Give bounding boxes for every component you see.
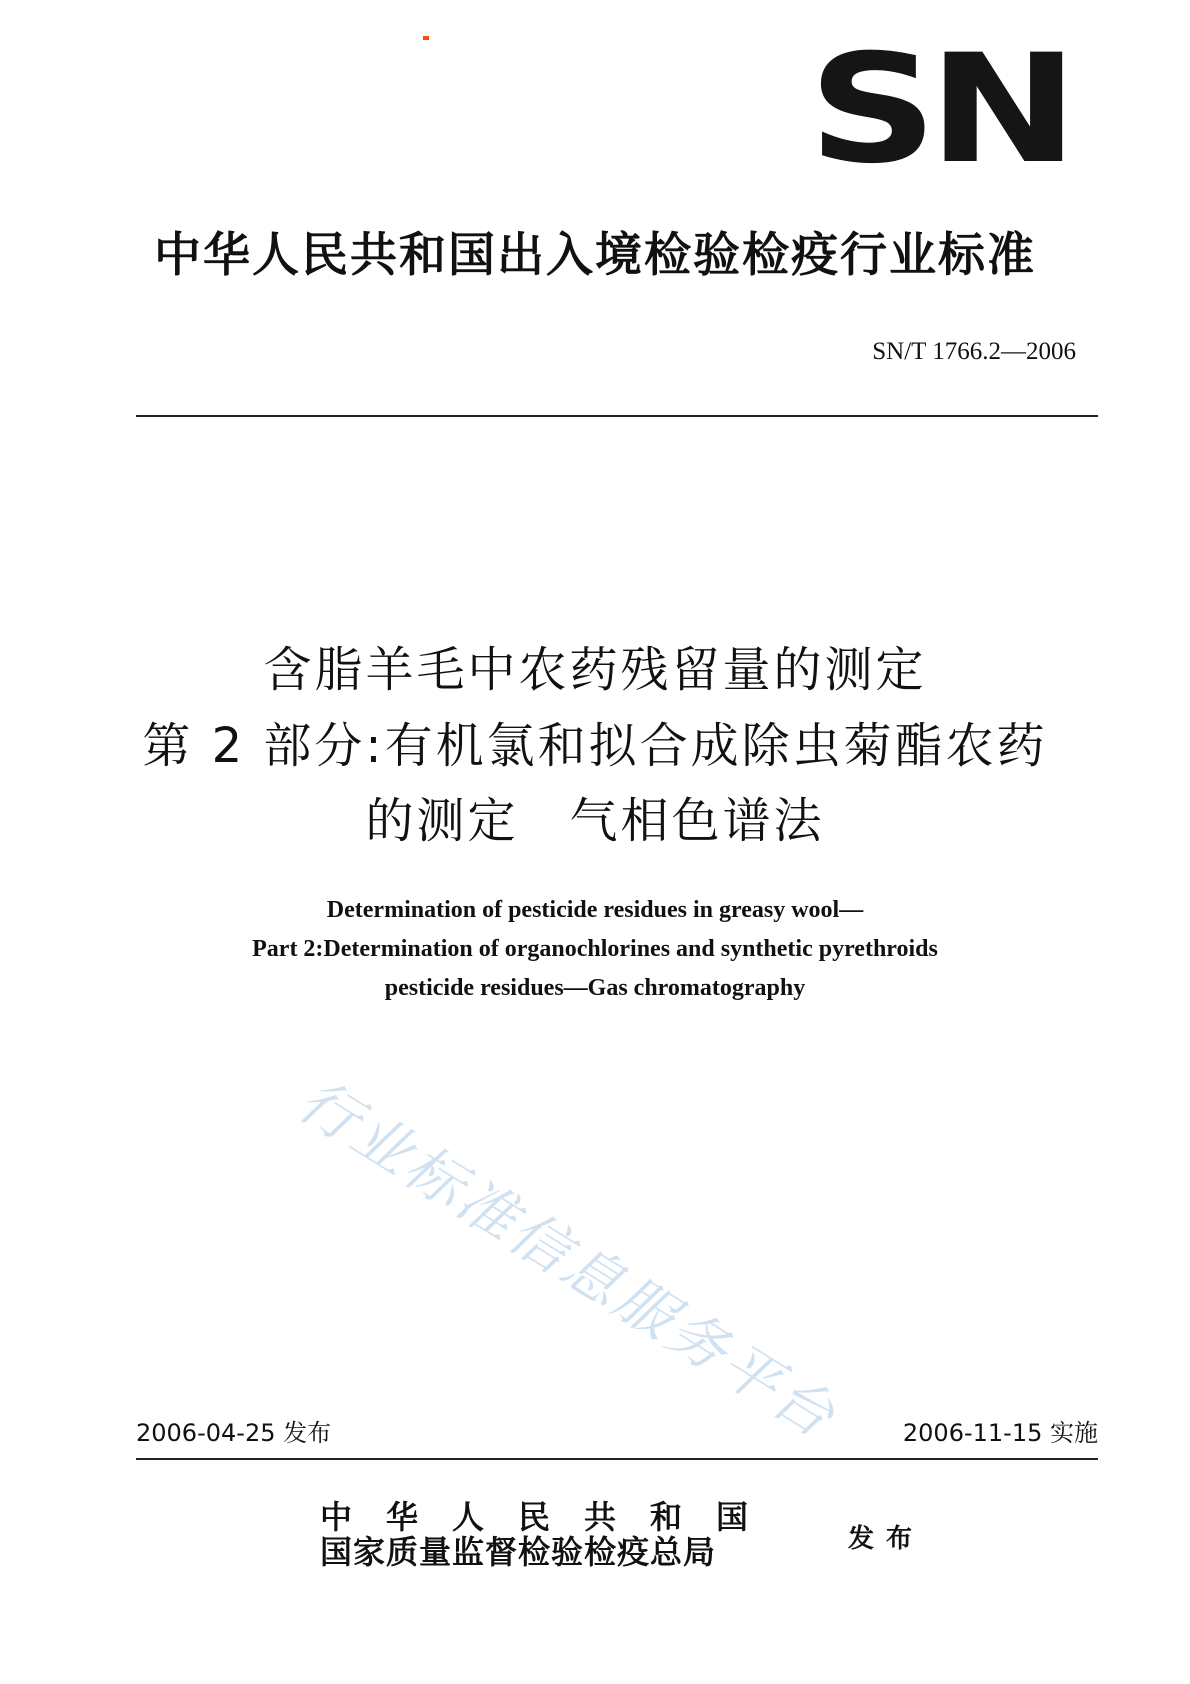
industry-standard-title: 中华人民共和国出入境检验检疫行业标准 bbox=[154, 228, 1036, 283]
bottom-divider bbox=[136, 1458, 1098, 1460]
chinese-title-line-1: 含脂羊毛中农药残留量的测定 bbox=[263, 642, 927, 698]
english-title-line-2: Part 2:Determination of organochlorines and synthetic pyrethroids bbox=[252, 936, 938, 962]
implementation-date: 2006-11-15 实施 bbox=[902, 1419, 1098, 1447]
top-divider bbox=[136, 415, 1098, 417]
english-title-line-3: pesticide residues—Gas chromatography bbox=[384, 975, 806, 1001]
chinese-title-line-3: 的测定 气相色谱法 bbox=[365, 793, 825, 849]
english-title-line-1: Determination of pesticide residues in greasy wool— bbox=[326, 897, 864, 923]
standard-number: SN/T 1766.2—2006 bbox=[872, 338, 1076, 365]
issuer-line-1: 中华人民共和国 bbox=[320, 1498, 783, 1536]
red-mark bbox=[423, 36, 429, 40]
watermark: 行业标准信息服务平台 bbox=[287, 1066, 849, 1453]
sn-logo: SN bbox=[808, 23, 1070, 197]
issuing-authority bbox=[320, 1500, 820, 1570]
issuer-line-2: 国家质量监督检验检疫总局 bbox=[320, 1533, 717, 1571]
issuer-action: 发布 bbox=[848, 1524, 925, 1554]
chinese-title-line-2: 第 2 部分:有机氯和拟合成除虫菊酯农药 bbox=[142, 718, 1048, 774]
issue-date: 2006-04-25 发布 bbox=[136, 1419, 332, 1447]
